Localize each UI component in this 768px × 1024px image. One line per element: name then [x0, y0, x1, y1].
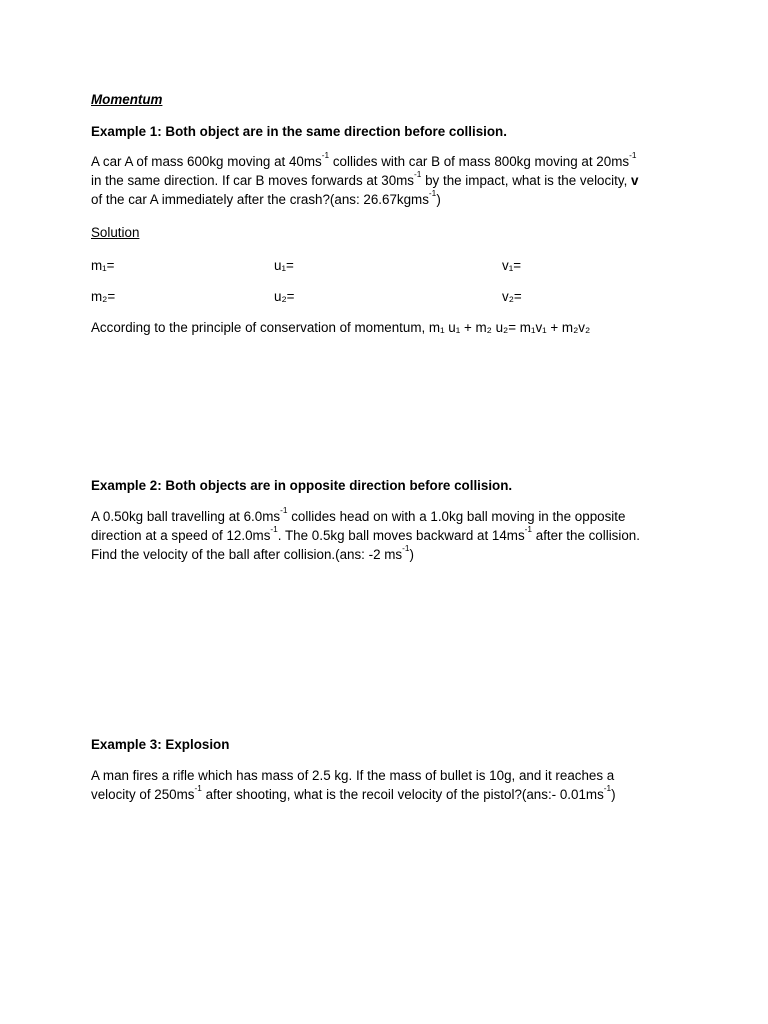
example-2-heading: Example 2: Both objects are in opposite direction before collision. — [91, 478, 513, 493]
example-3-heading: Example 3: Explosion — [91, 737, 230, 752]
u1-label: u₁= — [274, 258, 294, 273]
momentum-principle: According to the principle of conservation of momentum, m₁ u₁ + m₂ u₂= m₁v₁ + m₂v₂ — [91, 320, 591, 335]
page-title: Momentum — [91, 92, 163, 107]
example-3-text: A man fires a rifle which has mass of 2.5 kg. If the mass of bullet is 10g, and it reaches a velocity of $250ms^{-1}$ after shooting, what is the recoil velocity of the pistol?(ans:- $0.01ms^{-1}$) — [91, 768, 616, 802]
u2-label: u₂= — [274, 289, 295, 304]
example-1-heading: Example 1: Both object are in the same direction before collision. — [91, 124, 507, 139]
example-2-text: A 0.50kg ball travelling at $6.0ms^{-1}$ collides head on with a 1.0kg ball moving in the opposite direction at a speed of $12.0ms^{-1}$. The 0.5kg ball moves backward at $14ms^{-1}$ after the collision. Find the velocity of the ball after collision.(ans: -2 $ms^{-1}$) — [91, 505, 640, 562]
m2-label: m₂= — [91, 289, 116, 304]
m1-label: m₁= — [91, 258, 115, 273]
v2-label: v₂= — [502, 289, 522, 304]
v1-label: v₁= — [502, 258, 522, 273]
example-1-text: A car A of mass 600kg moving at $40ms^{-1}$ collides with car B of mass 800kg moving at $20ms^{-1}$ in the same direction. If car B moves forwards at $30ms^{-1}$ by the impact, what is the velocity, v of the car A immediately after the crash?(ans: 26.67kgms$^{-1}$) — [91, 150, 639, 207]
solution-label: Solution — [91, 225, 140, 240]
